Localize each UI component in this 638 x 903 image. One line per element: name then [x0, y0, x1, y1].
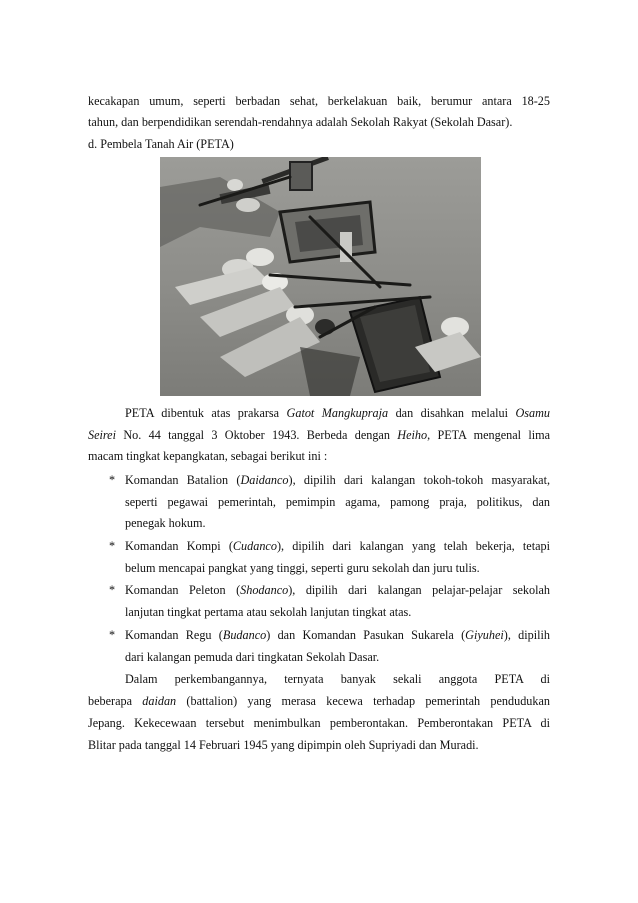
body-line: tahun, dan berpendidikan serendah-rendahnya adalah Sekolah Rakyat (Sekolah Dasar).	[88, 115, 513, 129]
text-run: Komandan Batalion (	[125, 473, 241, 487]
text-run: ), dipilih	[503, 628, 550, 642]
text-run: PETA dibentuk atas prakarsa	[125, 406, 287, 420]
text-run: Komandan Peleton (	[125, 583, 241, 597]
rank-line	[125, 538, 550, 554]
intro-line-2	[88, 427, 550, 443]
text-run: ), dipilih dari kalangan tokoh-tokoh masyarakat,	[288, 473, 550, 487]
intro-line-3: macam tingkat kepangkatan, sebagai berikut ini :	[88, 449, 328, 463]
text-run: ), dipilih dari kalangan pelajar-pelajar sekolah	[288, 583, 550, 597]
list-bullet: *	[109, 628, 116, 642]
list-bullet: *	[109, 539, 116, 553]
text-run: No. 44 tanggal 3 Oktober 1943. Berbeda dengan	[115, 428, 398, 442]
text-run: , PETA mengenal lima	[427, 428, 550, 442]
body-line: kecakapan umum, seperti berbadan sehat, berkelakuan baik, berumur antara 18-25	[88, 94, 550, 108]
closing-line: Jepang. Kekecewaan tersebut menimbulkan pemberontakan. Pemberontakan PETA di	[88, 716, 550, 730]
term: Daidanco	[240, 473, 289, 487]
text-run: ) dan Komandan Pasukan Sukarela (	[266, 628, 466, 642]
term: Shodanco	[240, 583, 289, 597]
rank-line	[125, 627, 550, 643]
rank-line: belum mencapai pangkat yang tinggi, seperti guru sekolah dan juru tulis.	[125, 561, 480, 575]
text-run: ), dipilih dari kalangan yang telah bekerja, tetapi	[276, 539, 550, 553]
section-heading: d. Pembela Tanah Air (PETA)	[88, 137, 234, 151]
term: Osamu	[515, 406, 550, 420]
rank-line	[125, 582, 550, 598]
intro-line-1	[125, 405, 550, 421]
term: Heiho	[397, 428, 428, 442]
closing-line: Dalam perkembangannya, ternyata banyak sekali anggota PETA di	[125, 672, 550, 686]
soldiers-training-photo	[160, 157, 481, 396]
closing-line: Blitar pada tanggal 14 Februari 1945 yang dipimpin oleh Supriyadi dan Muradi.	[88, 738, 479, 752]
term: Budanco	[222, 628, 267, 642]
list-bullet: *	[109, 583, 116, 597]
rank-line: lanjutan tingkat pertama atau sekolah lanjutan tingkat atas.	[125, 605, 412, 619]
term: Giyuhei	[465, 628, 504, 642]
closing-line	[88, 693, 550, 709]
rank-line: seperti pegawai pemerintah, pemimpin agama, pamong praja, politikus, dan	[125, 495, 550, 509]
rank-line	[125, 472, 550, 488]
person-name: Gatot Mangkupraja	[286, 406, 389, 420]
text-run: Komandan Kompi (	[125, 539, 233, 553]
term: Seirei	[88, 428, 116, 442]
rank-line: dari kalangan pemuda dari tingkatan Sekolah Dasar.	[125, 650, 380, 664]
text-run: dan disahkan melalui	[388, 406, 516, 420]
list-bullet: *	[109, 473, 116, 487]
text-run: (battalion) yang merasa kecewa terhadap pemerintah pendudukan	[176, 694, 551, 708]
text-run: Komandan Regu (	[125, 628, 223, 642]
text-run: beberapa	[88, 694, 143, 708]
term: Cudanco	[232, 539, 277, 553]
rank-line: penegak hokum.	[125, 516, 206, 530]
term: daidan	[142, 694, 177, 708]
